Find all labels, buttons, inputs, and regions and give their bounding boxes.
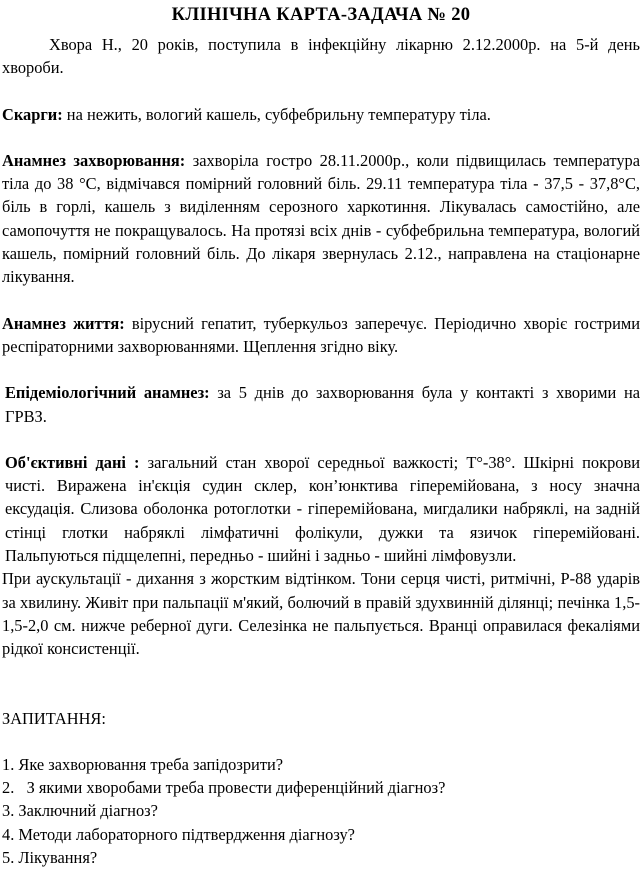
life-history-paragraph xyxy=(2,312,640,359)
document-title: КЛІНІЧНА КАРТА-ЗАДАЧА № 20 xyxy=(171,5,471,25)
questions-list xyxy=(2,753,640,869)
disease-history-paragraph xyxy=(2,149,640,289)
objective-text: загальний стан хворої середньої важкості; Т°-38°. Шкірні покрови чисті. Виражена ін'єкція судин склер, кон’юнктива гіперемійована, з носу значна ексудація. Слизова оболонка ротоглотки - гіперемійована, мигдалики набряклі, на задній стінці глотки набряклі лімфатичні фолікули, дужки та язичок гіперемійовані. Пальпуються підщелепні, передньо - шийні і задньо - шийні лімфовузли. xyxy=(5,452,640,566)
objective-paragraph xyxy=(2,451,640,567)
epid-history-text: за 5 днів до захворювання була у контакті з хворими на ГРВЗ. xyxy=(5,383,640,426)
question-item: 3. Заключний діагноз? xyxy=(2,801,158,821)
objective-label: Об'єктивні дані : xyxy=(5,452,140,472)
question-item: 4. Методи лабораторного підтвердження діагнозу? xyxy=(2,824,355,844)
disease-history-label: Анамнез захворювання: xyxy=(2,150,186,170)
life-history-label: Анамнез життя: xyxy=(2,313,125,333)
question-item: 5. Лікування? xyxy=(2,848,98,868)
complaints-paragraph xyxy=(2,103,640,126)
questions-heading: ЗАПИТАННЯ: xyxy=(2,708,106,728)
disease-history-text: захворіла гостро 28.11.2000р., коли підвищилась температура тіла до 38 °С, відмічався помірний головний біль. 29.11 температура тіла - 37,5 - 37,8°С, біль в горлі, кашель з виділенням серозного харкотиння. Лікувалась самостійно, але самопочуття не покращувалось. На протязі всіх днів - субфебрильна температура, вологий кашель, помірний головний біль. До лікаря звернулась 2.12., направлена на стаціонарне лікування. xyxy=(2,150,640,287)
complaints-label: Скарги: xyxy=(2,104,63,124)
question-item: 2. З якими хворобами треба провести диференційний діагноз? xyxy=(2,778,446,798)
epid-history-label: Епідеміологічний анамнез: xyxy=(5,383,210,403)
complaints-text: на нежить, вологий кашель, субфебрильну температуру тіла. xyxy=(62,104,491,124)
intro-paragraph: Хвора Н., 20 років, поступила в інфекційну лікарню 2.12.2000р. на 5-й день хвороби. xyxy=(2,35,640,78)
question-item: 1. Яке захворювання треба запідозрити? xyxy=(2,754,284,774)
objective-paragraph-2: При аускультації - дихання з жорстким відтінком. Тони серця чисті, ритмічні, Р-88 ударів за хвилину. Живіт при пальпації м'який, болючий в правій здухвинній ділянці; печінка 1,5-1,5-2,0 см. нижче реберної дуги. Селезінка не пальпується. Вранці оправилася фекаліями рідкої консистенції. xyxy=(2,569,640,659)
epid-history-paragraph xyxy=(2,381,640,428)
life-history-text: вірусний гепатит, туберкульоз заперечує. Періодично хворіє гострими респіраторними захворюваннями. Щеплення згідно віку. xyxy=(2,313,640,356)
